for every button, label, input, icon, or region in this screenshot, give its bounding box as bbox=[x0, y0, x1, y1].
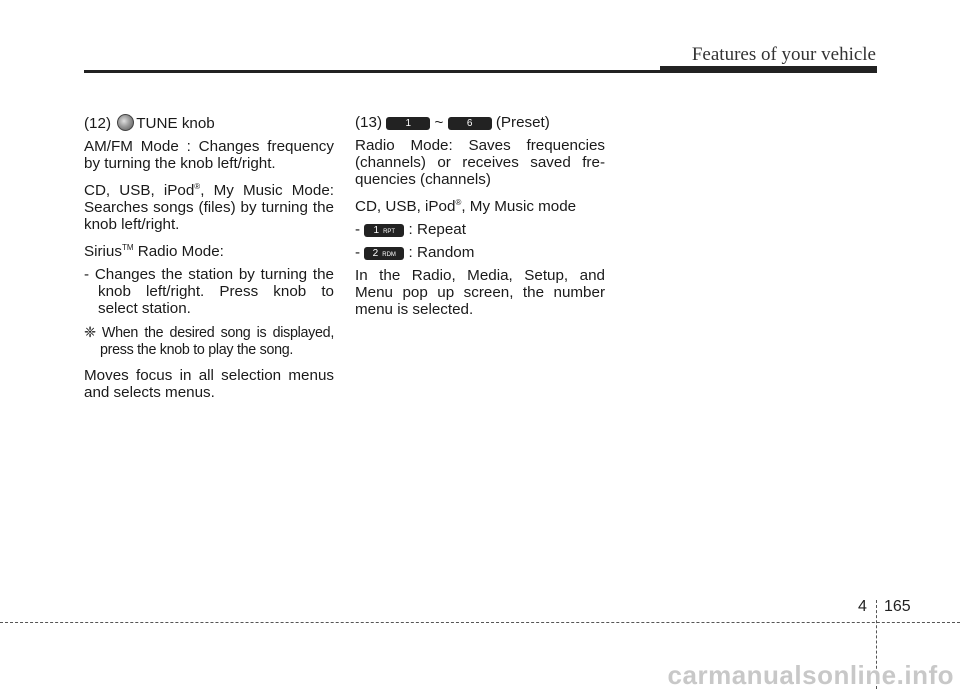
radio-mode-text: Radio Mode: Saves frequencies (channels) or receives saved fre-quencies (channels) bbox=[355, 137, 605, 188]
preset-button-first: 1 bbox=[386, 117, 430, 130]
chapter-number: 4 bbox=[858, 598, 867, 615]
preset-button-last: 6 bbox=[448, 117, 492, 130]
footer-rule bbox=[0, 622, 960, 623]
tune-knob-icon bbox=[117, 114, 134, 131]
rdm-button bbox=[364, 247, 404, 260]
repeat-item bbox=[355, 221, 605, 238]
heading-label: TUNE knob bbox=[136, 115, 215, 132]
sirius-heading bbox=[84, 239, 334, 260]
cd-usb-text bbox=[84, 178, 334, 233]
trademark-mark: TM bbox=[121, 243, 134, 252]
moves-focus-text: Moves focus in all selection menus and selects menus. bbox=[84, 367, 334, 401]
rpt-label: RPT bbox=[383, 229, 396, 235]
popup-text: In the Radio, Media, Setup, and Menu pop up screen, the number menu is selected. bbox=[355, 267, 605, 318]
sirius-item: - Changes the station by turning the knob left/right. Press knob to select station. bbox=[84, 266, 334, 317]
watermark: carmanualsonline.info bbox=[667, 660, 954, 690]
rdm-label: RDM bbox=[382, 252, 396, 258]
cd-prefix: CD, USB, iPod bbox=[84, 182, 195, 199]
heading-number: (13) bbox=[355, 114, 383, 131]
sirius-label: Sirius bbox=[84, 243, 122, 260]
rdm-number: 2 bbox=[372, 248, 379, 259]
registered-mark: ® bbox=[455, 198, 462, 207]
cd-suffix: , My Music Mode: Searches songs (files) by turning the knob left/right. bbox=[84, 182, 334, 233]
header-rule-accent bbox=[660, 66, 877, 73]
dash: - bbox=[355, 221, 361, 238]
sirius-suffix: Radio Mode: bbox=[133, 243, 224, 260]
cd-usb-text bbox=[355, 194, 605, 215]
cd-suffix: , My Music mode bbox=[461, 198, 577, 215]
rpt-number: 1 bbox=[373, 225, 380, 236]
cd-prefix: CD, USB, iPod bbox=[355, 198, 456, 215]
am-fm-text: AM/FM Mode : Changes frequency by turning the knob left/right. bbox=[84, 138, 334, 172]
heading-number: (12) bbox=[84, 115, 112, 132]
preset-heading bbox=[355, 114, 605, 131]
header-rule bbox=[84, 70, 660, 73]
tilde: ~ bbox=[434, 114, 444, 131]
repeat-label: : Repeat bbox=[408, 221, 466, 238]
random-label: : Random bbox=[408, 244, 475, 261]
heading-label: (Preset) bbox=[495, 114, 550, 131]
random-item bbox=[355, 244, 605, 261]
page-number: 165 bbox=[884, 598, 911, 615]
rpt-button bbox=[364, 224, 404, 237]
tune-knob-heading bbox=[84, 114, 334, 132]
right-column bbox=[355, 114, 605, 324]
left-column bbox=[84, 114, 334, 407]
page-header-title: Features of your vehicle bbox=[691, 44, 876, 65]
note-text: ❈ When the desired song is displayed, press the knob to play the song. bbox=[84, 325, 334, 358]
registered-mark: ® bbox=[194, 182, 201, 191]
dash: - bbox=[355, 244, 361, 261]
